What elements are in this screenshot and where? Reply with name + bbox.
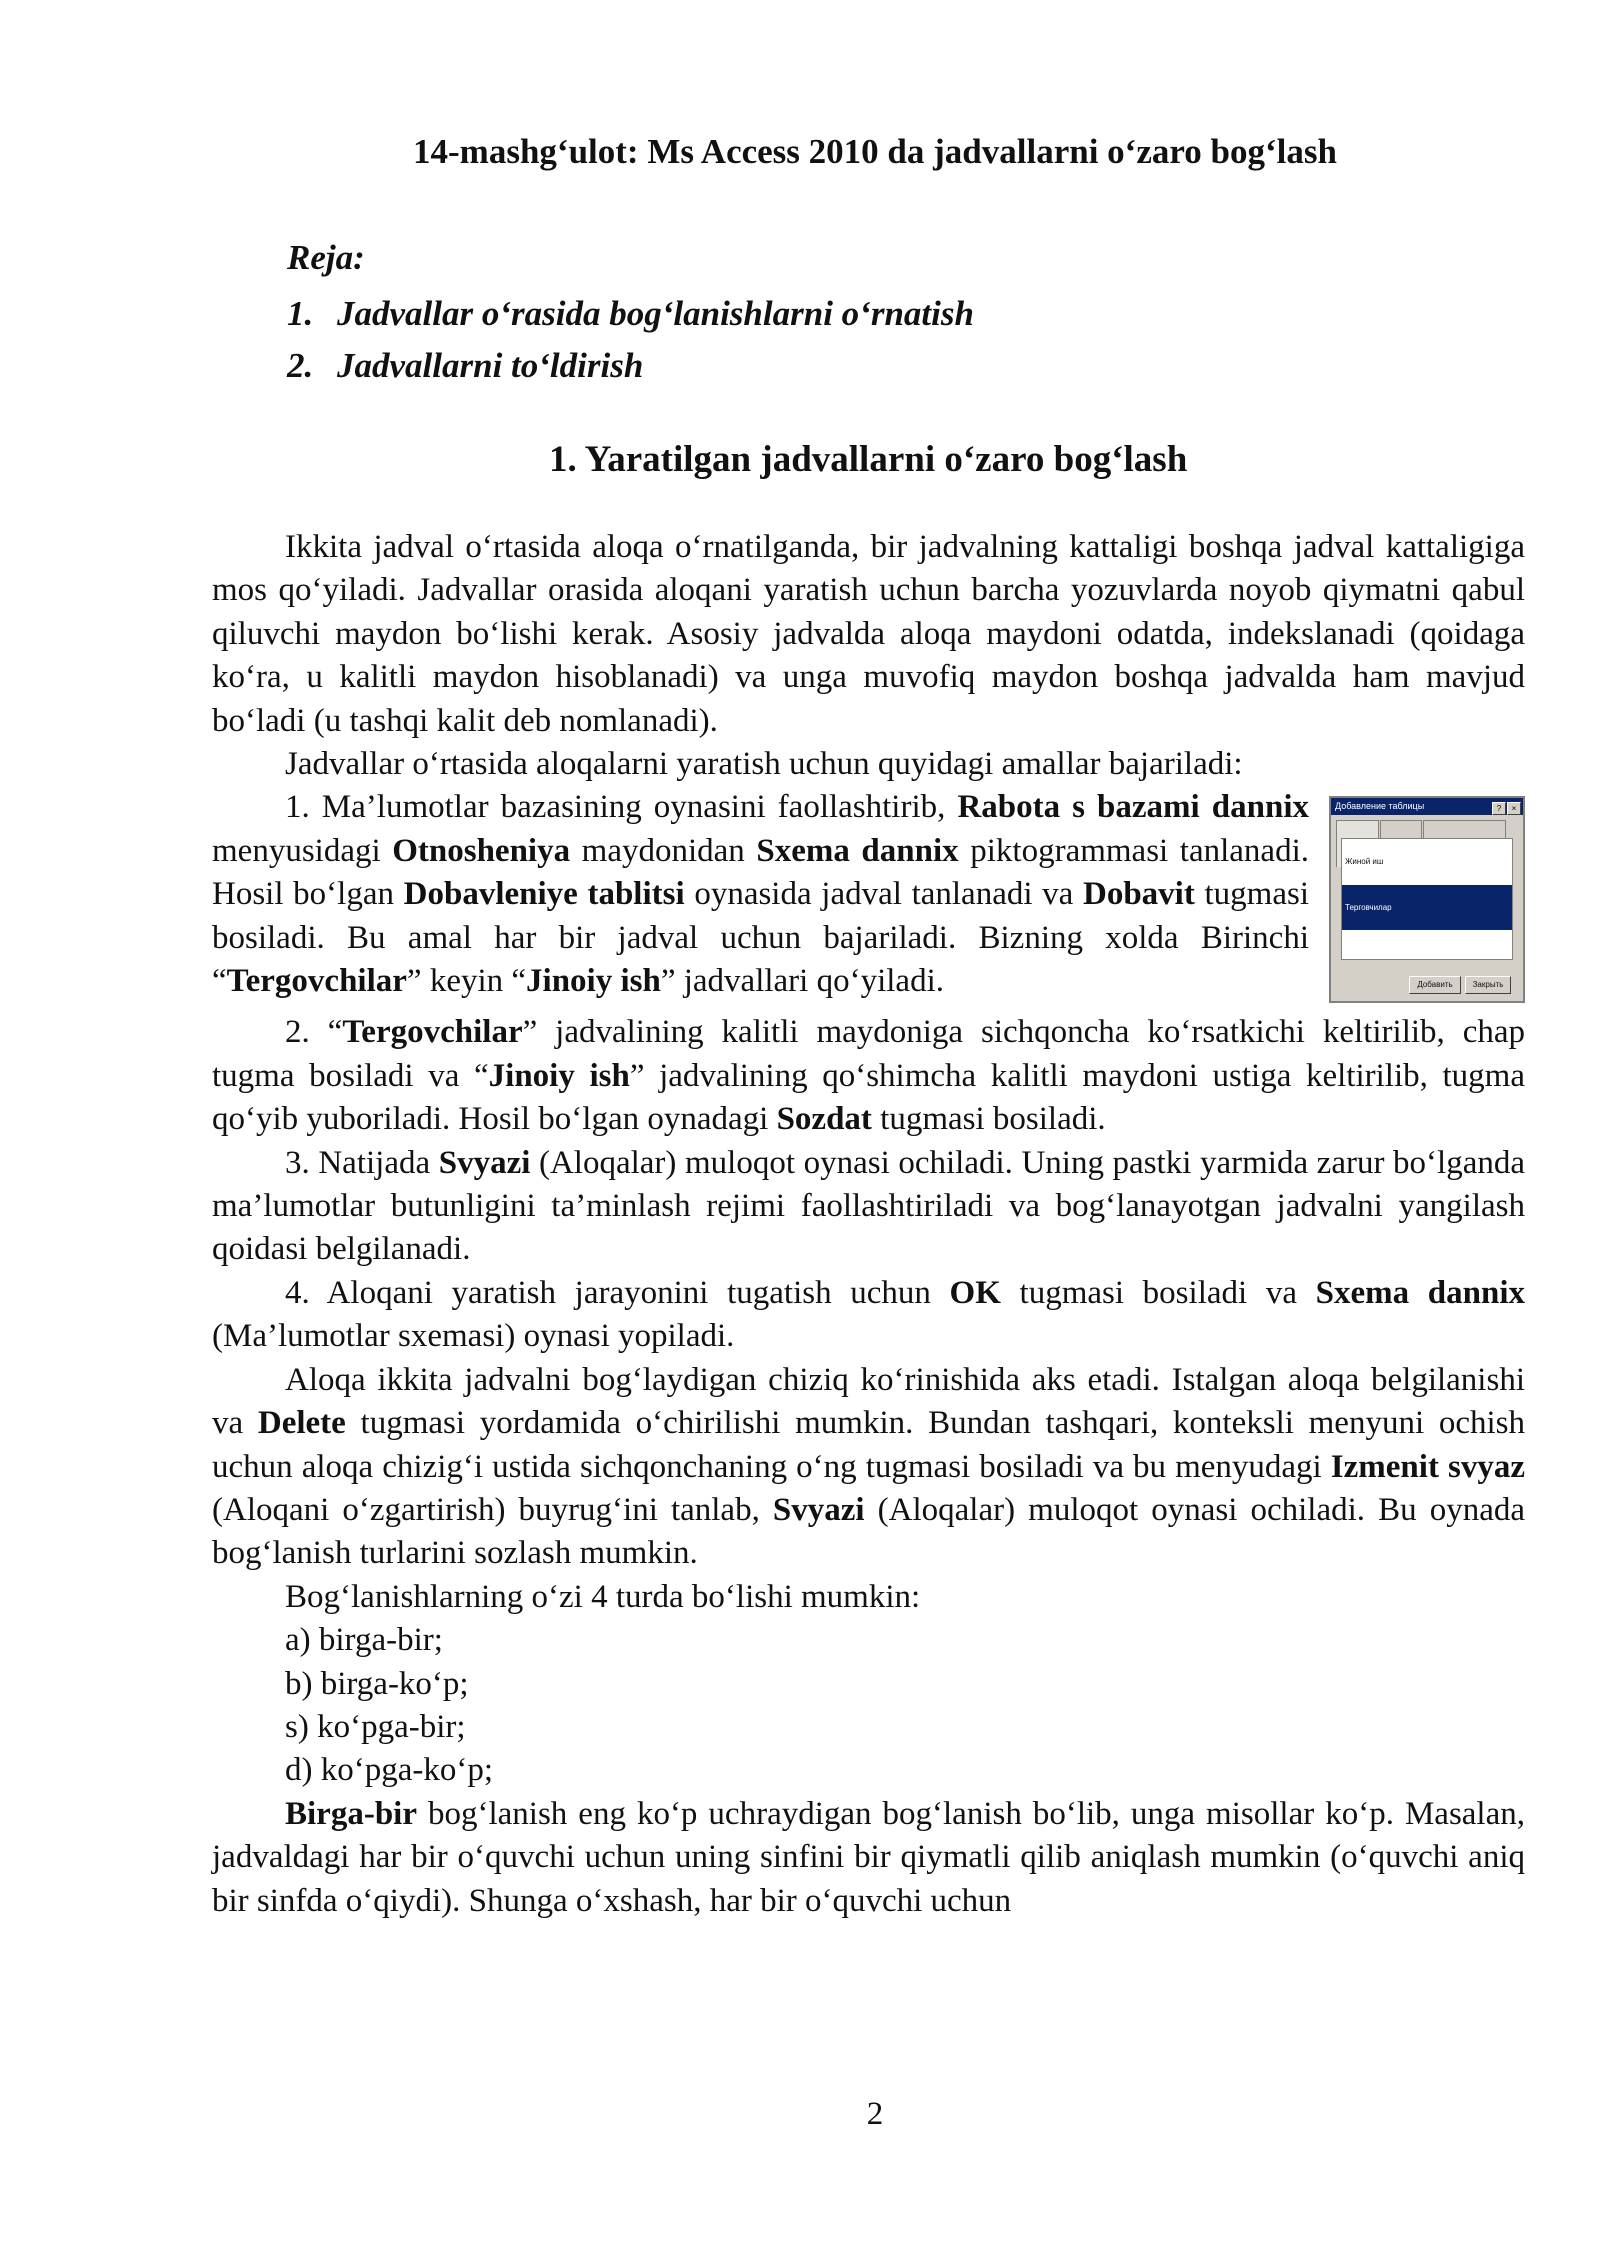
body-text — [212, 526, 1525, 1923]
step-1-block — [212, 786, 1525, 1011]
list-item: d) ko‘pga-ko‘p; — [285, 1752, 494, 1789]
add-table-dialog-figure — [1329, 796, 1525, 1003]
close-button[interactable]: Закрыть — [1465, 976, 1511, 994]
paragraph: 2. “Tergovchilar” jadvalining kalitli maydoniga sichqoncha ko‘rsatkichi keltirilib, chap tugma bosiladi va “Jinoiy ish” jadvalining qo‘shimcha kalitli maydoni ustiga keltirilib, tugma qo‘yib yuboriladi. Hosil bo‘lgan oynadagi Sozdat tugmasi bosiladi. — [212, 1014, 1526, 1138]
plan-item — [287, 346, 643, 386]
paragraph: 1. Ma’lumotlar bazasining oynasini faollashtirib, Rabota s bazami dannix menyusidagi Otnosheniya maydonidan Sxema dannix piktogrammasi tanlanadi. Hosil bo‘lgan Dobavleniye tablitsi oynasida jadval tanlanadi va Dobavit tugmasi bosiladi. Bu amal har bir jadval uchun bajariladi. Bizning xolda Birinchi “Tergovchilar” keyin “Jinoiy ish” jadvallari qo‘yiladi. — [212, 789, 1309, 1000]
plan-item-text: Jadvallarni to‘ldirish — [337, 346, 644, 385]
plan-item — [287, 294, 974, 334]
dialog-controls — [1491, 800, 1521, 817]
plan-item-number: 1. — [287, 294, 314, 333]
list-item: s) ko‘pga-bir; — [285, 1708, 466, 1745]
add-button[interactable]: Добавить — [1409, 976, 1461, 994]
paragraph: 3. Natijada Svyazi (Aloqalar) muloqot oynasi ochiladi. Uning pastki yarmida zarur bo‘lganda ma’lumotlar butunligini ta’minlash rejimi faollashtiriladi va bog‘lanayotgan jadvalni yangilash qoidasi belgilanadi. — [212, 1144, 1525, 1268]
add-table-dialog — [1329, 796, 1525, 1003]
dialog-title-bar — [1331, 798, 1523, 815]
page-number: 2 — [866, 2096, 884, 2132]
table-list[interactable] — [1341, 838, 1513, 960]
paragraph: Bog‘lanishlarning o‘zi 4 turda bo‘lishi mumkin: — [285, 1578, 921, 1615]
page-title: 14-mashg‘ulot: Ms Access 2010 da jadvallarni o‘zaro bog‘lash — [413, 132, 1337, 171]
section-title: 1. Yaratilgan jadvallarni o‘zaro bog‘lash — [549, 439, 1188, 480]
plan-item-number: 2. — [287, 346, 314, 385]
dialog-title: Добавление таблицы — [1335, 801, 1425, 812]
paragraph: 4. Aloqani yaratish jarayonini tugatish uchun OK tugmasi bosiladi va Sxema dannix (Ma’lumotlar sxemasi) oynasi yopiladi. — [212, 1274, 1526, 1355]
paragraph: Ikkita jadval o‘rtasida aloqa o‘rnatilganda, bir jadvalning kattaligi boshqa jadval kattaligiga mos qo‘yiladi. Jadvallar orasida aloqani yaratish uchun barcha yozuvlarda noyob qiymatni qabul qiluvchi maydon bo‘lishi kerak. Asosiy jadvalda aloqa maydoni odatda, indekslanadi (qoidaga ko‘ra, u kalitli maydon hisoblanadi) va unga muvofiq maydon boshqa jadvalda ham mavjud bo‘ladi (u tashqi kalit deb nomlanadi). — [212, 529, 1525, 739]
list-item: a) birga-bir; — [285, 1622, 443, 1659]
plan-item-text: Jadvallar o‘rasida bog‘lanishlarni o‘rnatish — [337, 294, 974, 333]
paragraph: Jadvallar o‘rtasida aloqalarni yaratish uchun quyidagi amallar bajariladi: — [285, 746, 1243, 783]
plan-heading: Reja: — [287, 238, 365, 277]
close-icon[interactable]: × — [1507, 802, 1521, 815]
list-item: b) birga-ko‘p; — [285, 1665, 469, 1702]
paragraph: Birga-bir bog‘lanish eng ko‘p uchraydigan bog‘lanish bo‘lib, unga misollar ko‘p. Masalan, jadvaldagi har bir o‘quvchi uchun uning sinfini bir qiymatli qilib aniqlash mumkin (o‘quvchi aniq bir sinfda o‘qiydi). Shunga o‘xshash, har bir o‘quvchi uchun — [212, 1795, 1525, 1919]
list-item[interactable]: Жиной иш — [1345, 857, 1384, 867]
help-icon[interactable]: ? — [1492, 802, 1506, 815]
list-item[interactable]: Терговчилар — [1342, 885, 1512, 930]
paragraph: Aloqa ikkita jadvalni bog‘laydigan chiziq ko‘rinishida aks etadi. Istalgan aloqa belgilanishi va Delete tugmasi yordamida o‘chirilishi mumkin. Bundan tashqari, konteksli menyuni ochish uchun aloqa chizig‘i ustida sichqonchaning o‘ng tugmasi bosiladi va bu menyudagi Izmenit svyaz (Aloqani o‘zgartirish) buyrug‘ini tanlab, Svyazi (Aloqalar) muloqot oynasi ochiladi. Bu oynada bog‘lanish turlarini sozlash mumkin. — [212, 1361, 1525, 1572]
